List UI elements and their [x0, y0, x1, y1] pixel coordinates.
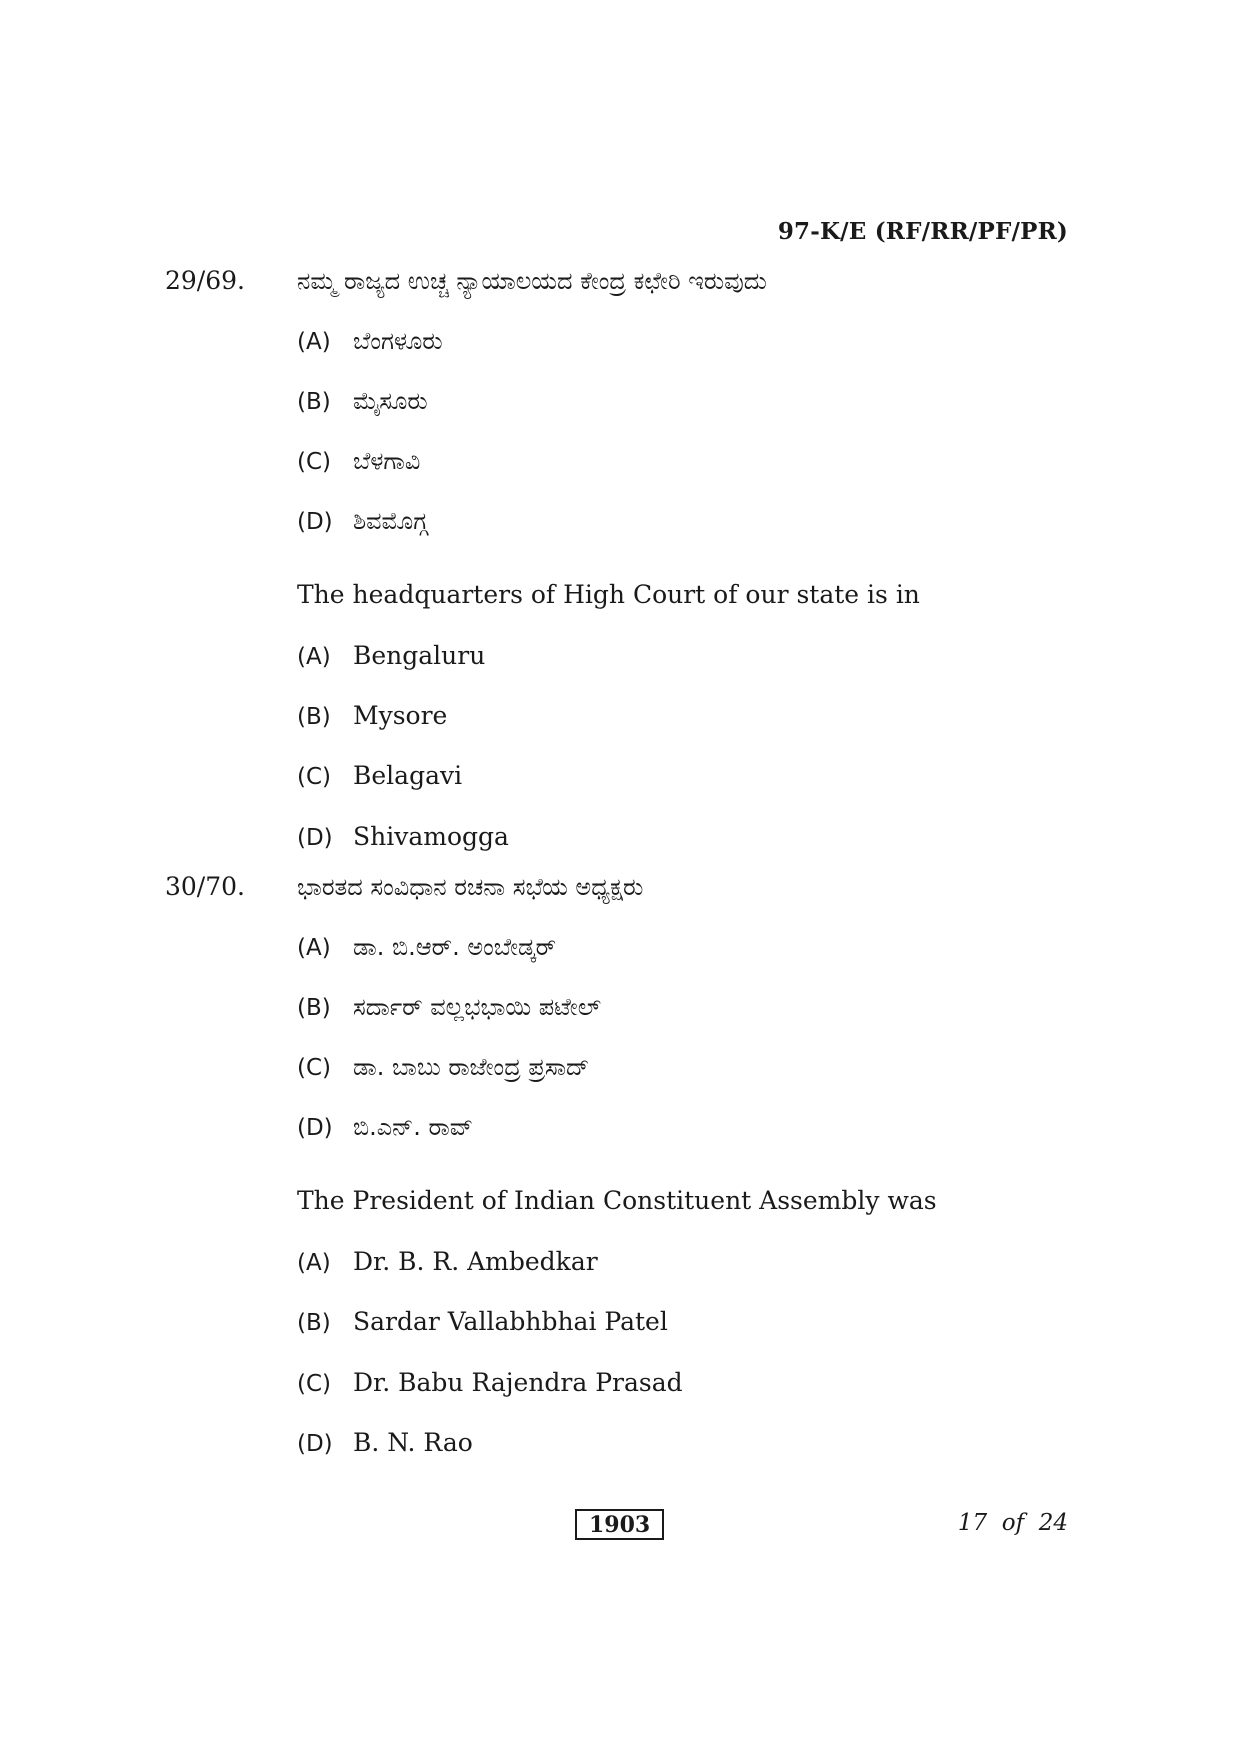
question-number: 29/69. [165, 266, 245, 295]
option-text: ಮೈಸೂರು [353, 387, 428, 415]
option-text: ಬೆಂಗಳೂರು [353, 327, 443, 355]
option-letter: (C) [297, 1371, 332, 1397]
option-en-a [297, 1247, 598, 1276]
option-text: ಬಿ.ಎನ್. ರಾವ್ [353, 1113, 473, 1141]
option-text: B. N. Rao [353, 1428, 473, 1457]
option-en-c [297, 1368, 683, 1397]
option-text: ಬೆಳಗಾವಿ [353, 447, 421, 475]
option-kn-a [297, 933, 556, 961]
option-kn-c [297, 1053, 589, 1081]
option-text: Belagavi [353, 761, 463, 790]
option-kn-c [297, 447, 420, 475]
option-kn-b [297, 387, 428, 415]
option-kn-d [297, 1113, 473, 1141]
option-text: ಸರ್ದಾರ್ ವಲ್ಲಭಭಾಯಿ ಪಟೇಲ್ [353, 993, 602, 1021]
option-en-d [297, 822, 509, 851]
option-letter: (A) [297, 644, 331, 670]
question-text-english: The headquarters of High Court of our state is in [297, 580, 920, 609]
option-en-b [297, 701, 447, 730]
option-en-a [297, 641, 485, 670]
option-en-c [297, 761, 462, 790]
option-text: Dr. Babu Rajendra Prasad [353, 1368, 683, 1397]
option-text: Shivamogga [353, 822, 509, 851]
option-text: Sardar Vallabhbhai Patel [353, 1307, 668, 1336]
option-letter: (C) [297, 449, 332, 475]
option-text: Bengaluru [353, 641, 486, 670]
option-letter: (A) [297, 329, 331, 355]
option-letter: (C) [297, 1055, 332, 1081]
page-number: 17 of 24 [957, 1510, 1068, 1536]
option-en-b [297, 1307, 668, 1336]
option-letter: (D) [297, 1431, 333, 1457]
option-letter: (D) [297, 509, 333, 535]
question-number: 30/70. [165, 872, 245, 901]
option-letter: (D) [297, 1115, 333, 1141]
option-text: ಡಾ. ಬಿ.ಆರ್. ಅಂಬೇಡ್ಕರ್ [353, 933, 557, 961]
question-text-kannada: ನಮ್ಮ ರಾಜ್ಯದ ಉಚ್ಚ ನ್ಯಾಯಾಲಯದ ಕೇಂದ್ರ ಕಛೇರಿ ಇರುವುದು [297, 267, 767, 295]
option-text: Mysore [353, 701, 448, 730]
option-kn-b [297, 993, 601, 1021]
option-kn-a [297, 327, 443, 355]
option-letter: (B) [297, 704, 331, 730]
booklet-code-box: 1903 [575, 1509, 664, 1540]
question-text-kannada: ಭಾರತದ ಸಂವಿಧಾನ ರಚನಾ ಸಭೆಯ ಅಧ್ಯಕ್ಷರು [297, 873, 644, 901]
option-letter: (A) [297, 935, 331, 961]
paper-code: 97-K/E (RF/RR/PF/PR) [777, 218, 1068, 245]
option-en-d [297, 1428, 473, 1457]
option-text: ಶಿವಮೊಗ್ಗ [353, 507, 428, 535]
option-letter: (B) [297, 995, 331, 1021]
option-letter: (B) [297, 1310, 331, 1336]
option-letter: (D) [297, 825, 333, 851]
option-letter: (B) [297, 389, 331, 415]
option-kn-d [297, 507, 428, 535]
option-text: Dr. B. R. Ambedkar [353, 1247, 598, 1276]
option-letter: (A) [297, 1250, 331, 1276]
question-text-english: The President of Indian Constituent Assembly was [297, 1186, 937, 1215]
option-letter: (C) [297, 764, 332, 790]
option-text: ಡಾ. ಬಾಬು ರಾಜೇಂದ್ರ ಪ್ರಸಾದ್ [353, 1053, 590, 1081]
